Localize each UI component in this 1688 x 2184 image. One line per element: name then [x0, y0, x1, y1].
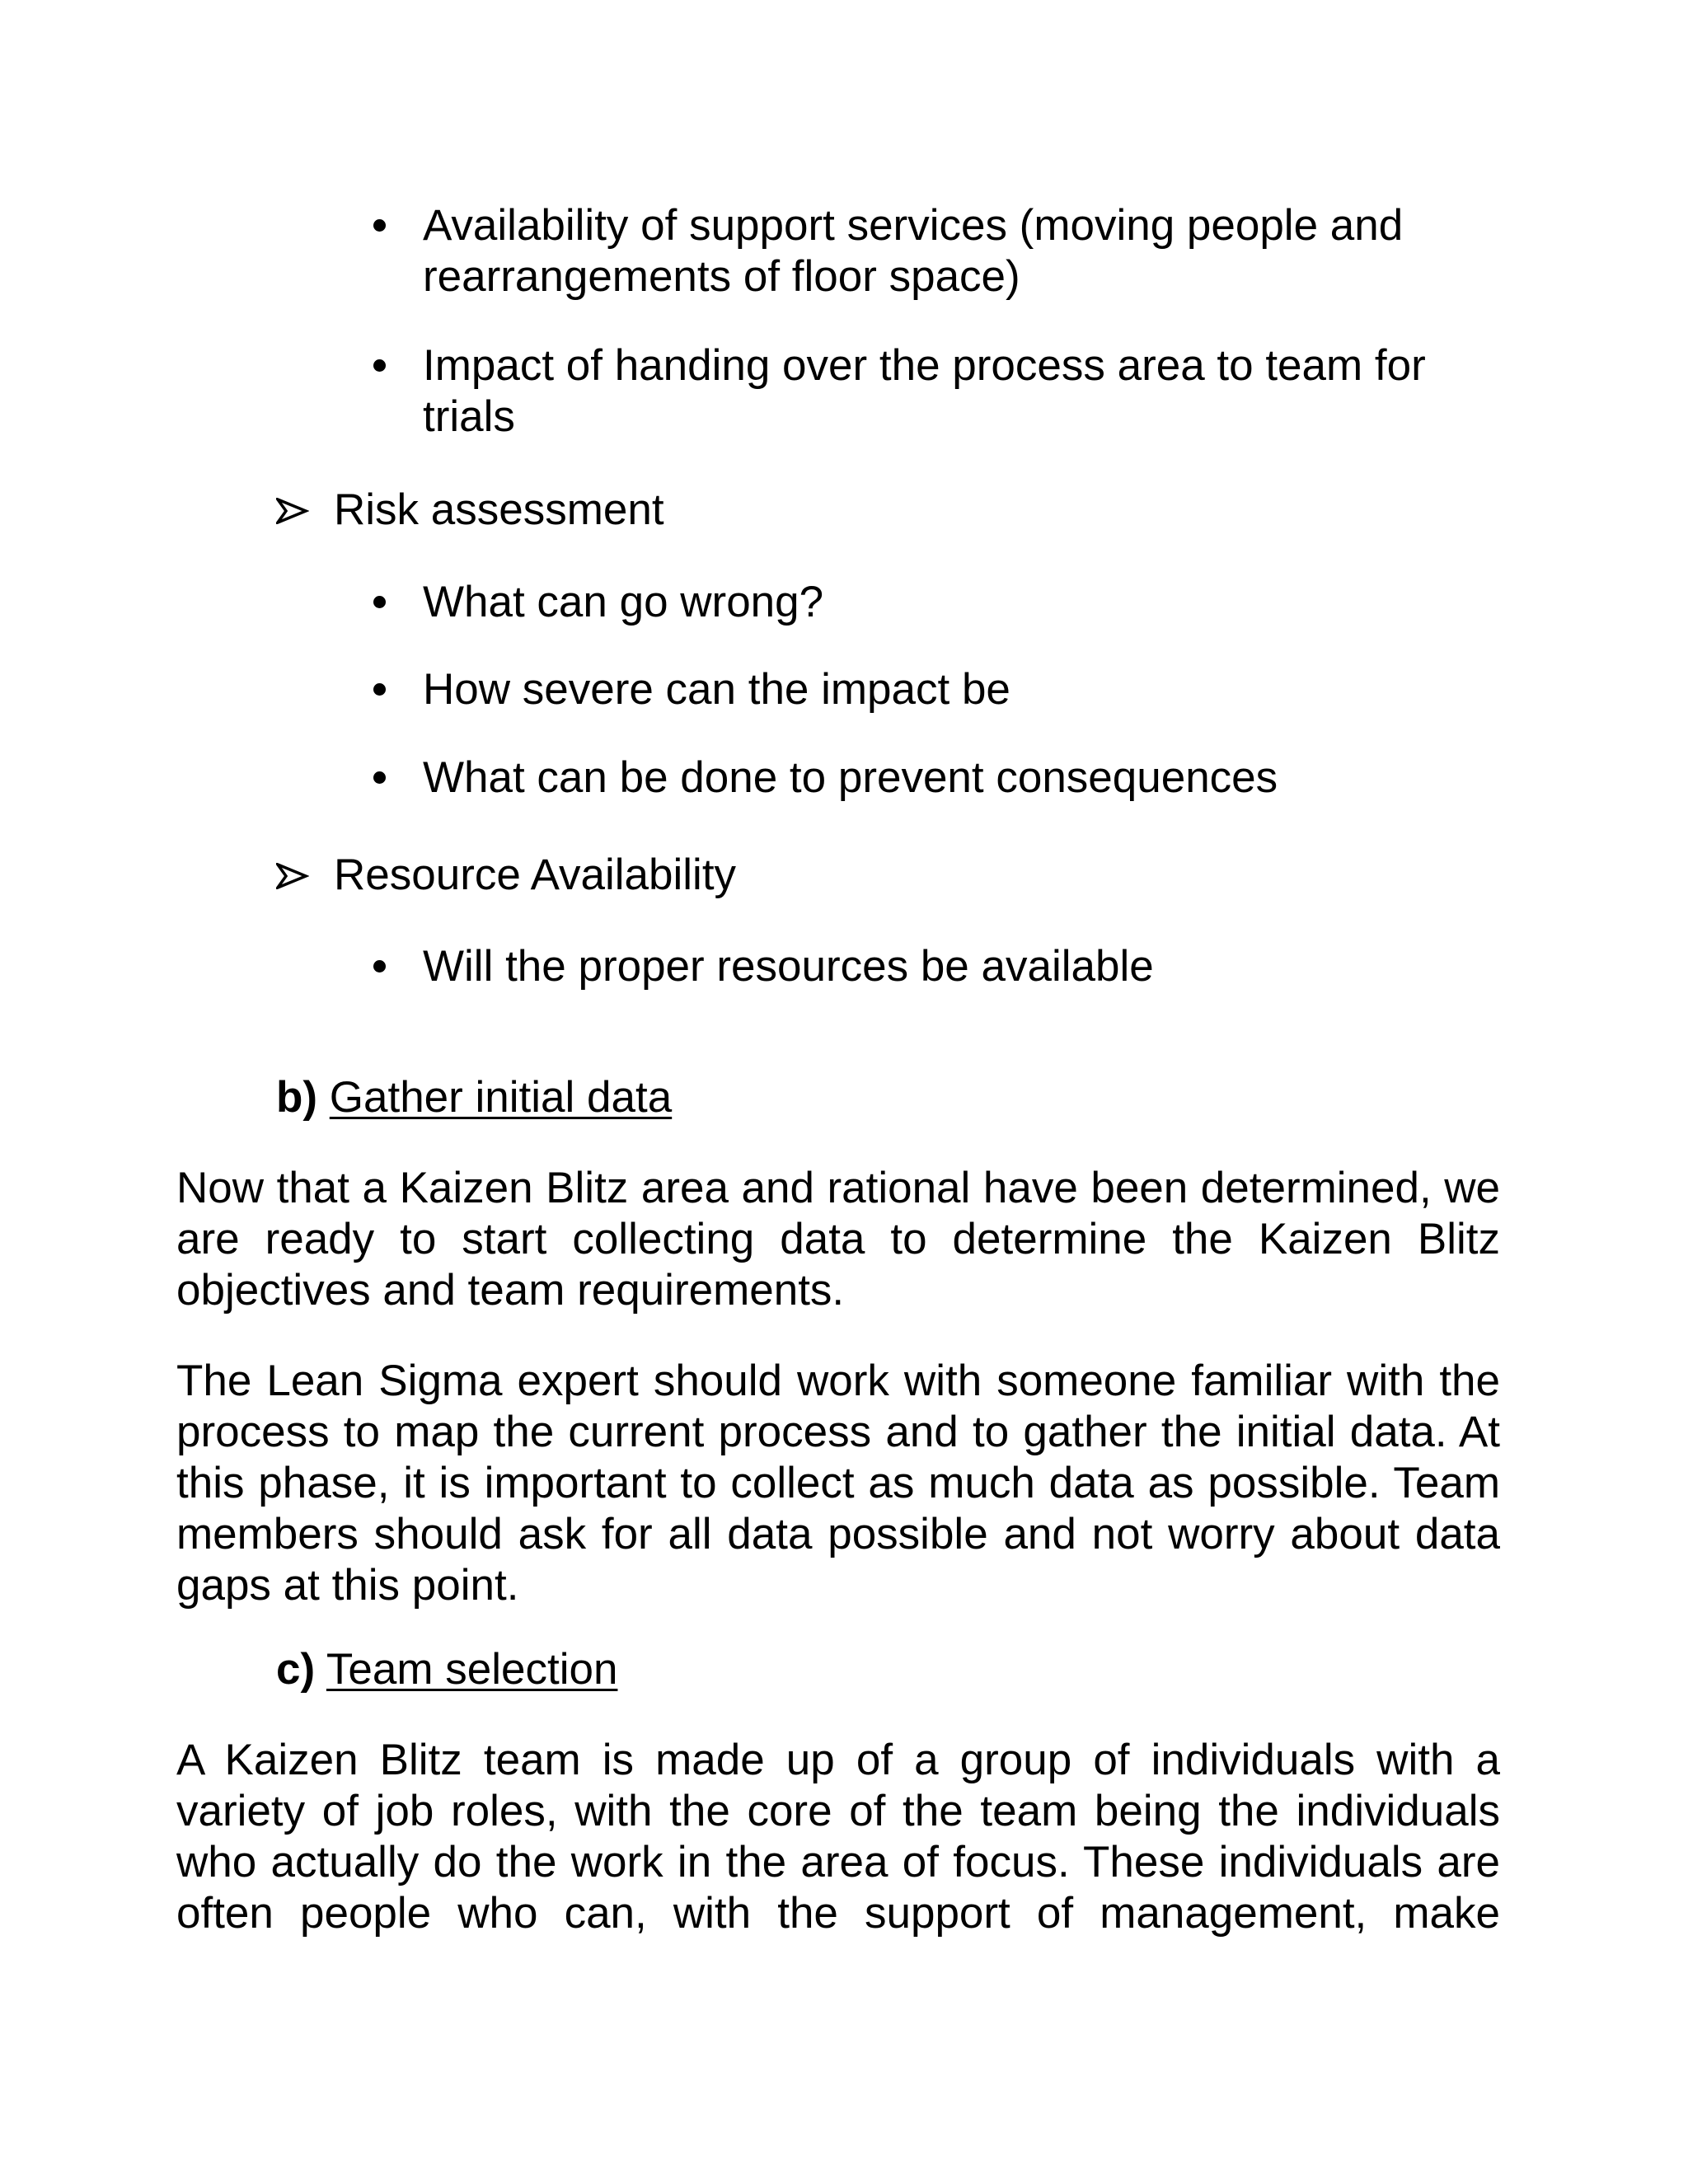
bullet-icon	[373, 960, 386, 972]
section-b-label: b)	[276, 1073, 318, 1122]
section-b-heading	[276, 1072, 672, 1123]
bullet-text: Impact of handing over the process area to team for trials	[423, 341, 1426, 441]
section-c-label: c)	[276, 1645, 316, 1694]
section-c-heading	[276, 1644, 617, 1695]
arrow-bullet-icon	[276, 863, 309, 889]
paragraph-c-1: A Kaizen Blitz team is made up of a group of individuals with a variety of job roles, with the core of the team being the individuals who actually do the work in the area of focus. These individuals are often people who can, with the support of management, make	[176, 1736, 1500, 1938]
bullet-text: Will the proper resources be available	[423, 942, 1154, 991]
paragraph-b-1: Now that a Kaizen Blitz area and rational have been determined, we are ready to start collecting data to determine the Kaizen Blitz objectives and team requirements.	[176, 1164, 1500, 1315]
arrow-bullet-icon	[276, 498, 309, 524]
bullet-text: What can be done to prevent consequences	[423, 753, 1278, 802]
resource-availability-title: Resource Availability	[334, 851, 737, 899]
bullet-icon	[373, 683, 386, 696]
bullet-text: How severe can the impact be	[423, 665, 1010, 714]
bullet-text: Availability of support services (moving people and rearrangements of floor space)	[423, 201, 1404, 301]
bullet-icon	[373, 771, 386, 784]
bullet-icon	[373, 596, 386, 608]
paragraph-b-2: The Lean Sigma expert should work with someone familiar with the process to map the current process and to gather the initial data. At this phase, it is important to collect as much data as possible. Team members should ask for all data possible and not worry about data gaps at this point.	[176, 1357, 1500, 1610]
bullet-text: What can go wrong?	[423, 578, 824, 626]
bullet-icon	[373, 219, 386, 232]
bullet-icon	[373, 359, 386, 372]
section-c-title: Team selection	[326, 1645, 618, 1694]
risk-assessment-title: Risk assessment	[334, 485, 664, 534]
section-b-title: Gather initial data	[329, 1073, 673, 1122]
